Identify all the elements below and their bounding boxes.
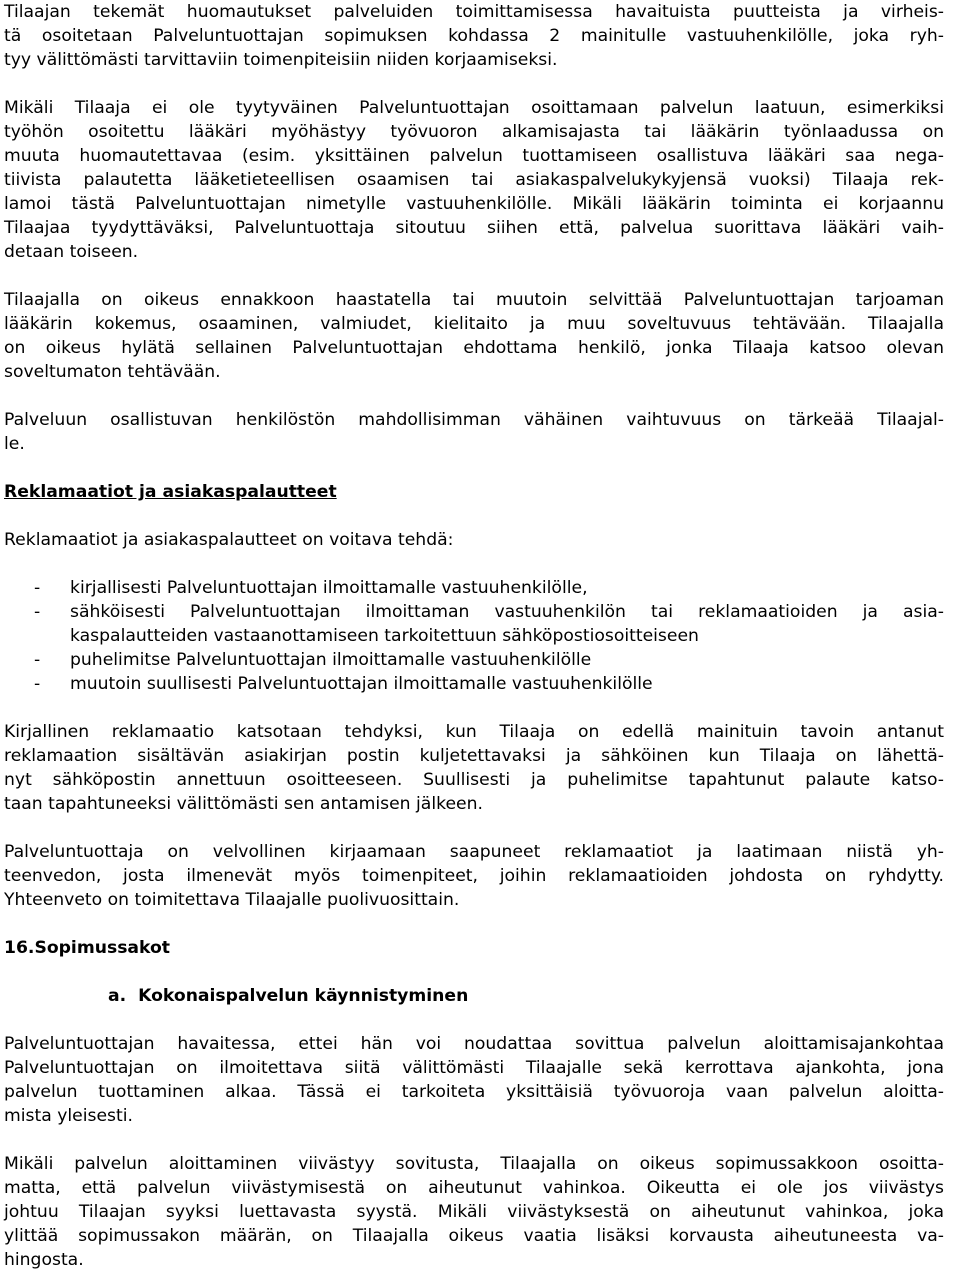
paragraph-quality-dissatisfaction (4, 96, 944, 264)
text-line: lääkärin kokemus, osaaminen, valmiudet, kielitaito ja muu soveltuvuus tehtävään. Tilaajalla (4, 314, 944, 334)
list-dash: - (34, 650, 41, 670)
section-heading-complaints: Reklamaatiot ja asiakaspalautteet (4, 482, 337, 502)
text-line: Palveluntuottajan havaitessa, ettei hän voi noudattaa sovittua palvelun aloittamisajankohtaa (4, 1034, 944, 1054)
text-line: Tilaajalla on oikeus ennakkoon haastatella tai muutoin selvittää Palveluntuottajan tarjoaman (4, 290, 944, 310)
list-item (4, 648, 944, 672)
text-line: työhön osoitettu lääkäri myöhästyy työvuoron alkamisajasta tai lääkärin työnlaadussa on (4, 122, 944, 142)
list-dash: - (34, 578, 41, 598)
text-line: palvelun tuottaminen alkaa. Tässä ei tarkoiteta yksittäisiä työvuoroja vaan palvelun aloitta- (4, 1082, 944, 1102)
text-line: Tilaajan tekemät huomautukset palveluiden toimittamisessa havaituista puutteista ja virheis- (4, 2, 944, 22)
paragraph-staff-turnover (4, 408, 944, 456)
text-line: detaan toiseen. (4, 242, 139, 262)
text-line: reklamaation sisältävän asiakirjan postin kuljetettavaksi ja sähköinen kun Tilaaja on lähettä- (4, 746, 944, 766)
text-line: nyt sähköpostin annettuun osoitteeseen. Suullisesti ja puhelimitse tapahtunut palaute katso- (4, 770, 944, 790)
paragraph-complaints-intro (4, 0, 944, 72)
paragraph-start-delay-penalty (4, 1152, 944, 1272)
document-page (4, 0, 944, 1272)
paragraph-written-complaint (4, 720, 944, 816)
text-line: mista yleisesti. (4, 1106, 133, 1126)
text-line: muuta huomautettavaa (esim. yksittäinen palvelun tuottamiseen osallistuva lääkäri saa nega- (4, 146, 944, 166)
text-line: ylittää sopimussakon määrän, on Tilaajalla oikeus vaatia lisäksi korvausta aiheutuneesta va- (4, 1226, 944, 1246)
text-line: sähköisesti Palveluntuottajan ilmoittaman vastuuhenkilön tai reklamaatioiden ja asia- (70, 602, 944, 622)
text-line: Kirjallinen reklamaatio katsotaan tehdyksi, kun Tilaaja on edellä mainituin tavoin antanut (4, 722, 944, 742)
list-dash: - (34, 674, 41, 694)
paragraph-complaints-channels-intro: Reklamaatiot ja asiakaspalautteet on voitava tehdä: (4, 530, 454, 550)
text-line: le. (4, 434, 25, 454)
text-line: Mikäli palvelun aloittaminen viivästyy sovitusta, Tilaajalla on oikeus sopimussakkoon osoitta- (4, 1154, 944, 1174)
text-line: lamoi tästä Palveluntuottajan nimetylle vastuuhenkilölle. Mikäli lääkärin toiminta ei korjaannu (4, 194, 944, 214)
text-line: Tilaajaa tyydyttäväksi, Palveluntuottaja sitoutuu siihen että, palvelua suorittava lääkäri vaih- (4, 218, 944, 238)
text-line: teenvedon, josta ilmenevät myös toimenpiteet, joihin reklamaatioiden johdosta on ryhdytty. (4, 866, 944, 886)
text-line: Mikäli Tilaaja ei ole tyytyväinen Palveluntuottajan osoittamaan palvelun laatuun, esimerkiksi (4, 98, 944, 118)
subsection-heading-service-start: a. Kokonaispalvelun käynnistyminen (108, 986, 469, 1006)
text-line: tä osoitetaan Palveluntuottajan sopimuksen kohdassa 2 mainitulle vastuuhenkilölle, joka ryh- (4, 26, 944, 46)
paragraph-interview-right (4, 288, 944, 384)
text-line: soveltumaton tehtävään. (4, 362, 221, 382)
paragraph-start-delay-notice (4, 1032, 944, 1128)
text-line: tyy välittömästi tarvittaviin toimenpiteisiin niiden korjaamiseksi. (4, 50, 558, 70)
list-dash: - (34, 602, 41, 622)
text-line: Palveluun osallistuvan henkilöstön mahdollisimman vähäinen vaihtuvuus on tärkeää Tilaajal- (4, 410, 944, 430)
text-line: Palveluntuottaja on velvollinen kirjaamaan saapuneet reklamaatiot ja laatimaan niistä yh- (4, 842, 944, 862)
text-line: on oikeus hylätä sellainen Palveluntuottajan ehdottama henkilö, jonka Tilaaja katsoo olevan (4, 338, 944, 358)
paragraph-complaint-summary (4, 840, 944, 912)
text-line: tiivista palautetta lääketieteellisen osaamisen tai asiakaspalvelukykyjensä vuoksi) Tilaaja rek- (4, 170, 944, 190)
text-line: taan tapahtuneeksi välittömästi sen antamisen jälkeen. (4, 794, 483, 814)
text-line: kirjallisesti Palveluntuottajan ilmoittamalle vastuuhenkilölle, (70, 578, 588, 598)
list-item (4, 600, 944, 648)
text-line: johtuu Tilaajan syyksi luettavasta syystä. Mikäli viivästyksestä on aiheutunut vahinkoa, joka (4, 1202, 944, 1222)
text-line: puhelimitse Palveluntuottajan ilmoittamalle vastuuhenkilölle (70, 650, 592, 670)
text-line: hingosta. (4, 1250, 84, 1270)
text-line: Yhteenveto on toimitettava Tilaajalle puolivuosittain. (4, 890, 460, 910)
list-item (4, 672, 944, 696)
list-item (4, 576, 944, 600)
complaint-channels-list (4, 576, 944, 696)
text-line: matta, että palvelun viivästymisestä on aiheutunut vahinkoa. Oikeutta ei ole jos viivästys (4, 1178, 944, 1198)
section-heading-penalties: 16.Sopimussakot (4, 938, 171, 958)
text-line: kaspalautteiden vastaanottamiseen tarkoitettuun sähköpostiosoitteiseen (70, 626, 699, 646)
text-line: Palveluntuottajan on ilmoitettava siitä välittömästi Tilaajalle sekä kerrottava ajankohta, jona (4, 1058, 944, 1078)
text-line: muutoin suullisesti Palveluntuottajan ilmoittamalle vastuuhenkilölle (70, 674, 653, 694)
